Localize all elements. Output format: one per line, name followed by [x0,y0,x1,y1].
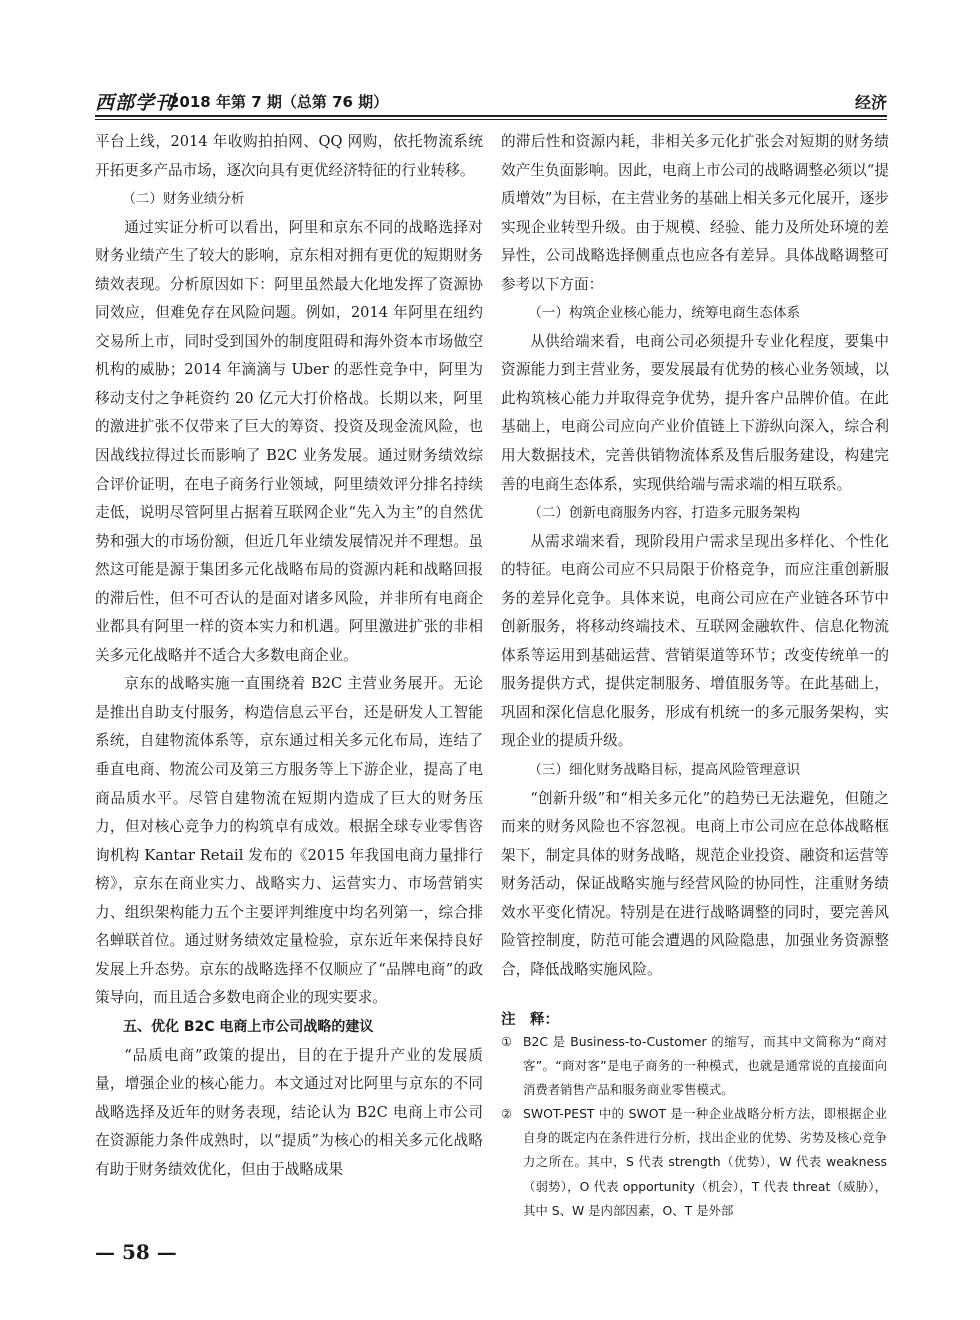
paragraph: 的滞后性和资源内耗，非相关多元化扩张会对短期的财务绩效产生负面影响。因此，电商上市公司的战略调整必须以“提质增效”为目标，在主营业务的基础上相关多元化展开，逐步实现企业转型升级。由于规模、经验、能力及所处环境的差异性，公司战略选择侧重点也应各有差异。具体战略调整可参考以下方面： [501,133,889,293]
left-column [95,128,483,1184]
paragraph: 从供给端来看，电商公司必须提升专业化程度，要集中资源能力到主营业务，要发展最有优势的核心业务领域，以此构筑核心能力并取得竞争优势，提升客户品牌价值。在此基础上，电商公司应向产业价值链上下游纵向深入，综合利用大数据技术，完善供销物流体系及售后服务建设，构建完善的电商生态体系，实现供给端与需求端的相互联系。 [501,332,889,493]
header-rule [95,115,887,117]
paragraph: 平台上线，2014 年收购拍拍网、QQ 网购，依托物流系统开拓更多产品市场，逐次向具有更优经济特征的行业转移。 [95,133,483,179]
right-column [501,128,889,984]
subsection-heading: （三）细化财务战略目标，提高风险管理意识 [528,762,801,779]
note-text: B2C 是 Business-to-Customer 的缩写，而其中文简称为“商对客”。“商对客”是电子商务的一种模式，也就是通常说的直接面向消费者销售产品和服务商业零售模式。 [523,1034,887,1098]
subsection-heading: （二）创新电商服务内容，打造多元服务架构 [528,505,801,522]
paragraph: “创新升级”和“相关多元化”的趋势已无法避免，但随之而来的财务风险也不容忽视。电商上市公司应在总体战略框架下，制定具体的财务战略，规范企业投资、融资和运营等财务活动，保证战略实施与经营风险的协同性，注重财务绩效水平变化情况。特别是在进行战略调整的同时，要完善风险管控制度，防范可能会遭遇的风险隐患，加强业务资源整合，降低战略实施风险。 [501,789,889,978]
header-rule-thin [95,119,887,120]
section-heading: 五、优化 B2C 电商上市公司战略的建议 [123,1018,374,1035]
paragraph: 从需求端来看，现阶段用户需求呈现出多样化、个性化的特征。电商公司应不只局限于价格竞争，而应注重创新服务的差异化竞争。具体来说，电商公司应在产业链各环节中创新服务，将移动终端技术、互联网金融软件、信息化物流体系等运用到基础运营、营销渠道等环节；改变传统单一的服务提供方式，提供定制服务、增值服务等。在此基础上，巩固和深化信息化服务，形成有机统一的多元服务架构，实现企业的提质升级。 [501,532,889,750]
notes-title: 注 释： [501,1012,559,1028]
paragraph: 通过实证分析可以看出，阿里和京东不同的战略选择对财务业绩产生了较大的影响，京东相对拥有更优的短期财务绩效表现。分析原因如下：阿里虽然最大化地发挥了资源协同效应，但难免存在风险问题。例如，2014 年阿里在纽约交易所上市，同时受到国外的制度阻碍和海外资本市场做空机构的威胁；2014 年滴滴与 Uber 的恶性竞争中，阿里为移动支付之争耗资约 20 亿元大打价格战。长期以来，阿里的激进扩张不仅带来了巨大的筹资、投资及现金流风险，也因战线拉得过长而影响了 B2C 业务发展。通过财务绩效综合评价证明，在电子商务行业领域，阿里绩效评分排名持续走低，说明尽管阿里占据着互联网企业“先入为主”的自然优势和强大的市场份额，但近几年业绩发展情况并不理想。虽然这可能是源于集团多元化战略布局的资源内耗和战略回报的滞后性，但不可否认的是面对诸多风险，并非所有电商企业都具有阿里一样的资本实力和机遇。阿里激进扩张的非相关多元化战略并不适合大多数电商企业。 [95,218,483,664]
journal-name: 西部学刊 [95,92,176,114]
subsection-heading: （二）财务业绩分析 [122,191,245,208]
note-item [501,1030,887,1102]
page-number: — 58 — [95,1240,177,1264]
paragraph: “品质电商”政策的提出，目的在于提升产业的发展质量，增强企业的核心能力。本文通过对比阿里与京东的不同战略选择及近年的财务表现，结论认为 B2C 电商上市公司在资源能力条件成熟时，以“提质”为核心的相关多元化战略有助于财务绩效优化，但由于战略成果 [95,1046,483,1178]
note-text: SWOT-PEST 中的 SWOT 是一种企业战略分析方法，即根据企业自身的既定内在条件进行分析，找出企业的优势、劣势及核心竞争力之所在。其中，S 代表 strength（优势），W 代表 weakness（弱势），O 代表 opportunity（机会），T 代表 threat（威胁），其中 S、W 是内部因素，O、T 是外部 [523,1106,887,1218]
notes-list [501,1030,887,1223]
page-header [95,84,887,114]
subsection-heading: （一）构筑企业核心能力，统筹电商生态体系 [528,305,801,322]
paragraph: 京东的战略实施一直围绕着 B2C 主营业务展开。无论是推出自助支付服务，构造信息云平台，还是研发人工智能系统，自建物流体系等，京东通过相关多元化布局，连结了垂直电商、物流公司及第三方服务等上下游企业，提高了电商品质水平。尽管自建物流在短期内造成了巨大的财务压力，但对核心竞争力的构筑卓有成效。根据全球专业零售咨询机构 Kantar Retail 发布的《2015 年我国电商力量排行榜》，京东在商业实力、战略实力、运营实力、市场营销实力、组织架构能力五个主要评判维度中均名列第一，综合排名蝉联首位。通过财务绩效定量检验，京东近年来保持良好发展上升态势。京东的战略选择不仅顺应了“品牌电商”的政策导向，而且适合多数电商企业的现实要求。 [95,675,483,1007]
note-number: ① [501,1034,513,1049]
section-name: 经济 [854,93,887,112]
issue-info: 2018 年第 7 期（总第 76 期） [169,93,389,111]
note-item [501,1102,887,1222]
note-number: ② [501,1106,513,1122]
